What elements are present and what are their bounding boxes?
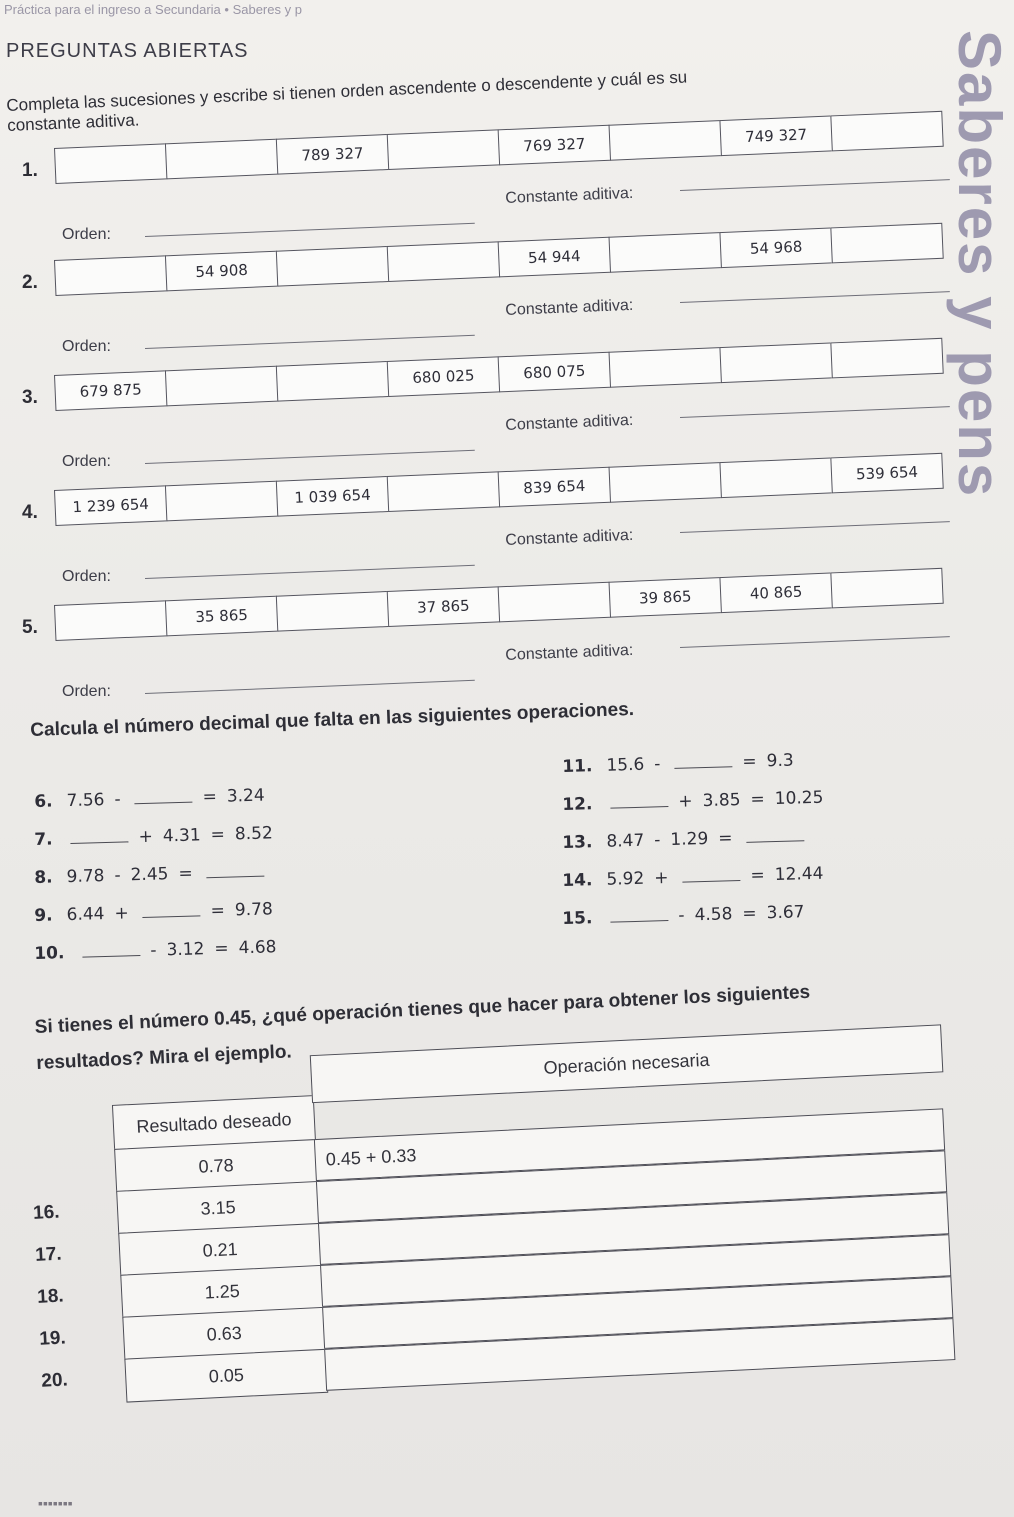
result: 9.78: [234, 899, 274, 921]
sequence-cell-blank[interactable]: [609, 232, 721, 273]
orden-answer-line[interactable]: [145, 565, 475, 579]
sequence-cell-blank[interactable]: [165, 139, 277, 180]
sequence-cell-blank[interactable]: [387, 471, 499, 512]
sequence-cell-blank[interactable]: [830, 338, 943, 379]
orden-label: Orden:: [62, 226, 111, 243]
constante-label: Constante aditiva:: [505, 641, 634, 664]
table-row-number: 16.: [32, 1201, 61, 1224]
operator: +: [654, 868, 669, 889]
constante-answer-line[interactable]: [680, 179, 950, 191]
constante-label: Constante aditiva:: [505, 296, 634, 319]
sequence-cell-value: 1 239 654: [54, 485, 166, 526]
operator: -: [150, 940, 157, 961]
instructions-table: Si tienes el número 0.45, ¿qué operación tienes que hacer para obtener los siguientes resultados? Mira el ejemplo.: [34, 981, 811, 1074]
constante-answer-line[interactable]: [680, 521, 950, 533]
sequence-cell-value: 789 327: [276, 134, 388, 175]
operation-13: [562, 824, 815, 853]
sequence-cell-blank[interactable]: [165, 366, 277, 407]
orden-label: Orden:: [62, 683, 111, 700]
sequence-cell-value: 54 908: [165, 251, 277, 292]
sequence-cell-blank[interactable]: [498, 582, 610, 623]
operator: -: [114, 789, 121, 810]
sequence-number: 4.: [22, 502, 38, 523]
operator: -: [114, 865, 121, 886]
orden-label: Orden:: [62, 453, 111, 470]
result-blank[interactable]: [746, 824, 804, 843]
sequence-cell-value: 37 865: [387, 586, 499, 627]
equals-sign: =: [750, 865, 766, 886]
equals-sign: =: [750, 789, 766, 810]
sequence-number: 1.: [22, 160, 38, 181]
sequence-cell-blank[interactable]: [830, 568, 943, 609]
sequence-cell-blank[interactable]: [719, 342, 831, 383]
sequence-cell-value: 749 327: [719, 115, 831, 156]
operand-a: 5.92: [606, 868, 645, 890]
table-row-number: 20.: [40, 1369, 69, 1392]
operator: -: [654, 754, 661, 775]
operand-b-blank[interactable]: [134, 786, 192, 805]
operand-a: 8.47: [606, 830, 645, 852]
operand-a: 6.44: [66, 904, 105, 926]
page-header: Práctica para el ingreso a Secundaria • Saberes y p: [4, 2, 302, 17]
operation-15: [562, 900, 815, 929]
operand-b: 3.12: [166, 939, 205, 961]
table-cell-resultado: 1.25: [120, 1265, 324, 1319]
operand-a: 9.78: [66, 866, 105, 888]
operand-b: 4.31: [162, 825, 201, 847]
table-cell-resultado: 3.15: [116, 1181, 320, 1235]
operator: -: [654, 830, 661, 851]
operation-10: [34, 935, 287, 964]
operand-b-blank[interactable]: [674, 750, 732, 769]
equals-sign: =: [214, 938, 229, 959]
sequence-cell-blank[interactable]: [719, 457, 831, 498]
operation-number: 14.: [562, 870, 593, 891]
operation-number: 15.: [562, 908, 593, 929]
operand-b: 3.85: [702, 790, 741, 812]
sequence-cell-value: 35 865: [165, 596, 277, 637]
sequence-cell-blank[interactable]: [609, 462, 721, 503]
operand-b-blank[interactable]: [682, 864, 740, 883]
operand-b: 1.29: [670, 828, 709, 850]
sequence-cell-blank[interactable]: [276, 246, 388, 287]
sequence-cell-blank[interactable]: [276, 591, 388, 632]
instructions-operations: Calcula el número decimal que falta en las siguientes operaciones.: [30, 698, 635, 741]
sequence-row: [54, 453, 944, 526]
operation-number: 10.: [34, 943, 65, 964]
sequence-cell-value: 769 327: [498, 125, 610, 166]
equals-sign: =: [717, 828, 733, 849]
operation-8: [34, 859, 275, 888]
operator: -: [678, 905, 685, 926]
orden-answer-line[interactable]: [145, 335, 475, 349]
table-row-number: 19.: [38, 1327, 67, 1350]
result: 12.44: [774, 863, 824, 886]
operand-b: 4.58: [694, 904, 733, 926]
sequence-cell-value: 40 865: [719, 572, 831, 613]
operand-a-blank[interactable]: [610, 904, 668, 923]
sequence-cell-blank[interactable]: [609, 120, 721, 161]
operation-number: 9.: [34, 905, 53, 926]
orden-label: Orden:: [62, 338, 111, 355]
operand-a: 7.56: [66, 790, 105, 812]
sequence-cell-value: 39 865: [609, 577, 721, 618]
section-title: PREGUNTAS ABIERTAS: [6, 40, 249, 62]
orden-answer-line[interactable]: [145, 450, 475, 464]
equals-sign: =: [210, 900, 226, 922]
operator: +: [678, 791, 693, 812]
table-row-number: 18.: [36, 1285, 65, 1308]
constante-label: Constante aditiva:: [505, 184, 634, 207]
operation-number: 11.: [562, 756, 593, 777]
orden-label: Orden:: [62, 568, 111, 585]
sequence-cell-blank[interactable]: [387, 129, 499, 170]
equals-sign: =: [210, 824, 226, 846]
operand-b-blank[interactable]: [142, 899, 200, 918]
result: 9.3: [766, 750, 794, 772]
operation-number: 7.: [34, 829, 53, 850]
operation-6: [34, 783, 275, 812]
table-row-number: 17.: [34, 1243, 63, 1266]
operation-number: 13.: [562, 832, 593, 853]
sequence-cell-blank[interactable]: [276, 361, 388, 402]
equals-sign: =: [742, 751, 757, 772]
constante-answer-line[interactable]: [680, 406, 950, 418]
operation-number: 6.: [34, 791, 53, 812]
constante-label: Constante aditiva:: [505, 526, 634, 549]
operand-a: 15.6: [606, 754, 645, 776]
operator: +: [114, 903, 129, 924]
constante-answer-line[interactable]: [680, 636, 950, 648]
result-blank[interactable]: [206, 860, 264, 879]
operand-b: 2.45: [130, 864, 169, 886]
table-header-resultado: Resultado deseado: [112, 1095, 316, 1151]
table-cell-operacion: 0.45 + 0.33: [314, 1108, 945, 1181]
equals-sign: =: [178, 863, 193, 884]
orden-answer-line[interactable]: [145, 680, 475, 694]
sequence-cell-blank[interactable]: [165, 481, 277, 522]
sequence-row: [54, 568, 944, 641]
operation-11: [562, 748, 804, 777]
sequence-cell-value: 539 654: [830, 453, 943, 494]
sequence-cell-blank[interactable]: [387, 241, 499, 282]
sequence-number: 3.: [22, 387, 38, 408]
orden-answer-line[interactable]: [145, 223, 475, 237]
constante-answer-line[interactable]: [680, 291, 950, 303]
equals-sign: =: [742, 903, 757, 924]
sequence-row: [54, 338, 944, 411]
sequence-cell-blank[interactable]: [609, 347, 721, 388]
operator: +: [138, 826, 154, 848]
sequence-cell-blank[interactable]: [830, 223, 943, 264]
operand-a-blank[interactable]: [610, 790, 668, 809]
sequence-number: 2.: [22, 272, 38, 293]
result: 3.67: [766, 902, 805, 924]
sequence-cell-blank[interactable]: [54, 143, 166, 184]
operation-7: [34, 821, 283, 850]
operation-12: [562, 785, 834, 815]
sequence-cell-value: 1 039 654: [276, 476, 388, 517]
operation-number: 12.: [562, 794, 593, 815]
equals-sign: =: [202, 786, 218, 808]
result: 8.52: [234, 823, 274, 845]
operation-14: [562, 861, 834, 891]
table-header-operacion: Operación necesaria: [310, 1024, 944, 1103]
sequence-cell-value: 54 968: [719, 227, 831, 268]
instructions-sequences: Completa las sucesiones y escribe si tienen orden ascendente o descendente y cuál es su constante aditiva.: [6, 67, 688, 135]
sequence-cell-blank[interactable]: [54, 255, 166, 296]
sequence-cell-blank[interactable]: [830, 111, 943, 152]
publisher-brand: Saberes y pens: [946, 30, 1013, 499]
sequence-cell-blank[interactable]: [54, 600, 166, 641]
sequence-cell-value: 679 875: [54, 370, 166, 411]
publisher-logo: ▪▪▪▪▪▪▪: [38, 1495, 73, 1511]
sequence-cell-value: 680 025: [387, 356, 499, 397]
table-cell-resultado: 0.78: [114, 1139, 318, 1193]
result: 4.68: [238, 937, 277, 959]
table-cell-resultado: 0.63: [122, 1307, 326, 1361]
operand-a-blank[interactable]: [82, 939, 140, 958]
operation-number: 8.: [34, 867, 53, 888]
sequence-cell-value: 680 075: [498, 352, 610, 393]
operation-9: [34, 897, 283, 926]
result: 10.25: [774, 787, 824, 810]
constante-label: Constante aditiva:: [505, 411, 634, 434]
table-cell-resultado: 0.05: [124, 1349, 328, 1403]
sequence-cell-value: 54 944: [498, 237, 610, 278]
sequence-number: 5.: [22, 617, 38, 638]
result: 3.24: [226, 785, 265, 807]
table-cell-resultado: 0.21: [118, 1223, 322, 1277]
sequence-cell-value: 839 654: [498, 467, 610, 508]
operand-a-blank[interactable]: [70, 825, 128, 844]
